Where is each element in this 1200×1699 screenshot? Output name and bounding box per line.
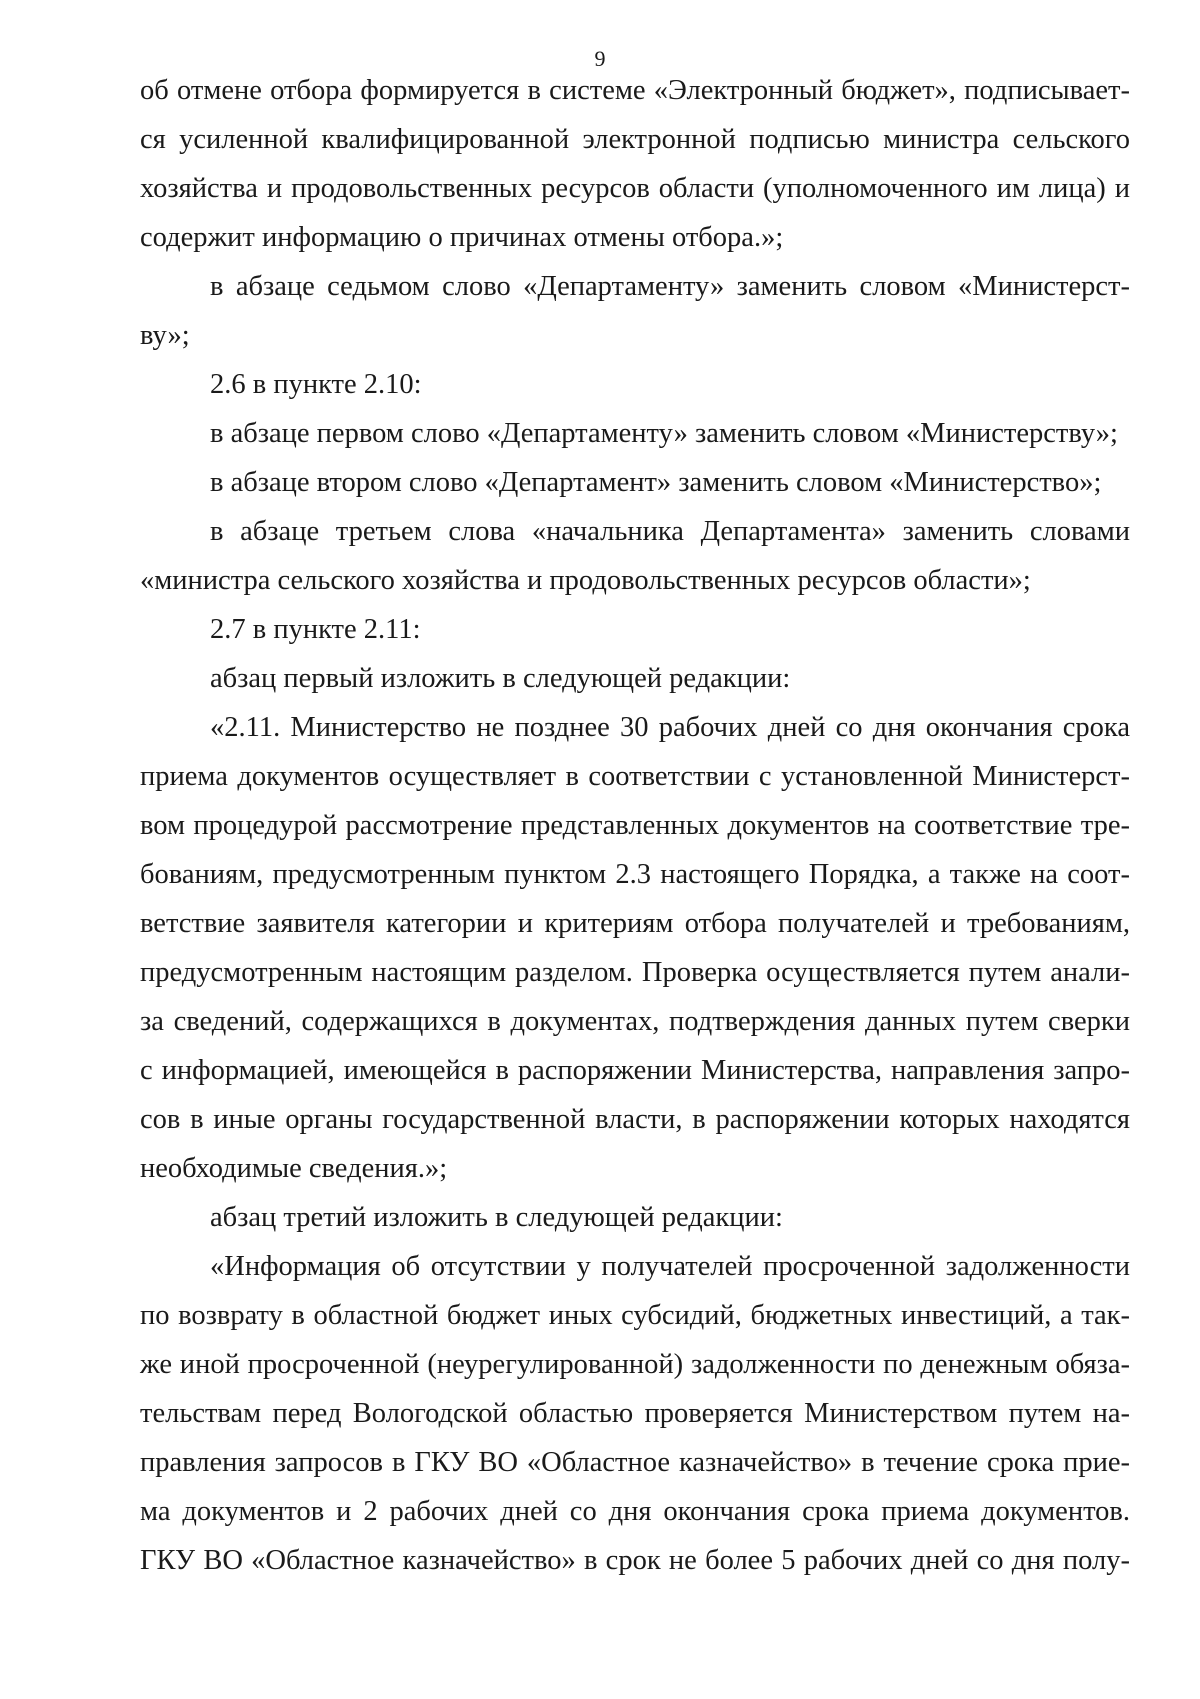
text-line: же иной просроченной (неурегулированной) задолженности по денежным обяза- [140,1349,1130,1380]
text-line: предусмотренным настоящим разделом. Проверка осуществляется путем анали- [140,957,1130,988]
text-line: содержит информацию о причинах отмены отбора.»; [140,222,784,253]
text-line: «2.11. Министерство не позднее 30 рабочих дней со дня окончания срока [210,712,1130,743]
page-number: 9 [594,46,606,71]
text-line: об отмене отбора формируется в системе «Электронный бюджет», подписывает- [140,75,1130,106]
text-line: за сведений, содержащихся в документах, подтверждения данных путем сверки [140,1006,1130,1037]
text-line: сов в иные органы государственной власти, в распоряжении которых находятся [140,1104,1130,1135]
text-line: «Информация об отсутствии у получателей просроченной задолженности [210,1251,1130,1282]
text-line: с информацией, имеющейся в распоряжении Министерства, направления запро- [140,1055,1130,1086]
text-line: 2.7 в пункте 2.11: [210,614,421,645]
text-line: 2.6 в пункте 2.10: [210,369,422,400]
text-line: ГКУ ВО «Областное казначейство» в срок не более 5 рабочих дней со дня полу- [140,1545,1130,1576]
text-line: в абзаце седьмом слово «Департаменту» заменить словом «Министерст- [210,271,1130,302]
text-line: в абзаце третьем слова «начальника Департамента» заменить словами [210,516,1130,547]
text-line: ву»; [140,320,190,351]
text-line: ся усиленной квалифицированной электронной подписью министра сельского [140,124,1130,155]
text-line: по возврату в областной бюджет иных субсидий, бюджетных инвестиций, а так- [140,1300,1130,1331]
text-line: правления запросов в ГКУ ВО «Областное казначейство» в течение срока прие- [140,1447,1130,1478]
text-line: вом процедурой рассмотрение представленных документов на соответствие тре- [140,810,1130,841]
text-line: в абзаце втором слово «Департамент» заменить словом «Министерство»; [210,467,1102,498]
text-line: необходимые сведения.»; [140,1153,448,1184]
text-line: приема документов осуществляет в соответствии с установленной Министерст- [140,761,1130,792]
text-line: хозяйства и продовольственных ресурсов области (уполномоченного им лица) и [140,173,1130,204]
text-line: абзац третий изложить в следующей редакции: [210,1202,783,1233]
document-body [140,66,1130,1585]
text-line: абзац первый изложить в следующей редакции: [210,663,791,694]
text-line: ветствие заявителя категории и критериям отбора получателей и требованиям, [140,908,1130,939]
text-line: в абзаце первом слово «Департаменту» заменить словом «Министерству»; [210,418,1118,449]
text-line: бованиям, предусмотренным пунктом 2.3 настоящего Порядка, а также на соот- [140,859,1130,890]
text-line: тельствам перед Вологодской областью проверяется Министерством путем на- [140,1398,1130,1429]
text-line: «министра сельского хозяйства и продовольственных ресурсов области»; [140,565,1031,596]
text-line: ма документов и 2 рабочих дней со дня окончания срока приема документов. [140,1496,1130,1527]
